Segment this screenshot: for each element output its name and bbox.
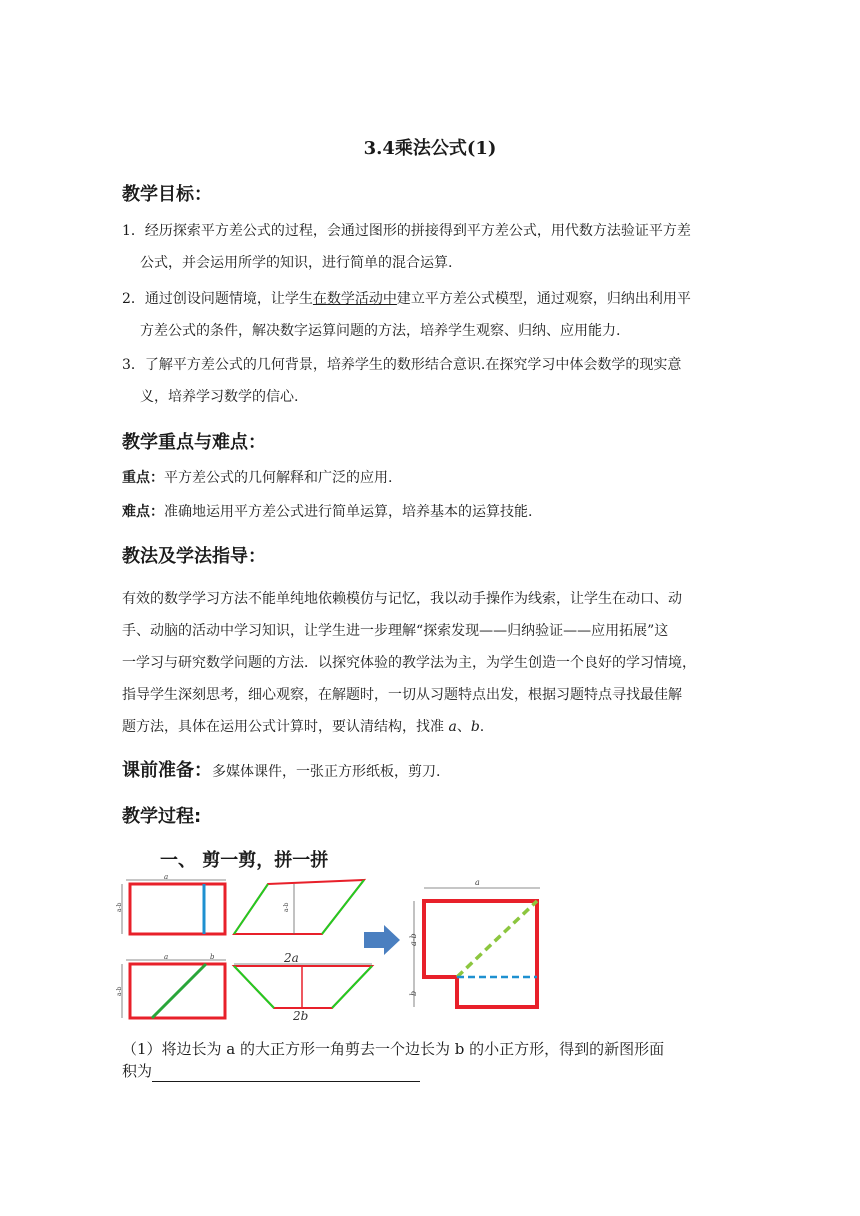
- difficulty-text: 准确地运用平方差公式进行简单运算，培养基本的运算技能.: [164, 504, 533, 520]
- prep-text: 多媒体课件，一张正方形纸板，剪刀.: [212, 764, 441, 780]
- difficulty-label: 难点：: [122, 504, 164, 520]
- keypoints-heading: 教学重点与难点：: [122, 432, 266, 453]
- cut-and-paste-figure: [118, 870, 558, 1030]
- objective-3-line2: 义，培养学习数学的信心.: [140, 389, 299, 405]
- method-line-3: 一学习与研究数学问题的方法．以探究体验的教学法为主，为学生创造一个良好的学习情境，: [122, 655, 696, 671]
- objective-1: [122, 221, 742, 273]
- objective-1-line2: 公式，并会运用所学的知识，进行简单的混合运算.: [140, 255, 453, 271]
- objectives-heading: 教学目标：: [122, 184, 212, 205]
- label-a-top: a: [164, 873, 169, 881]
- question-1-line2: 积为: [122, 1062, 153, 1080]
- prep-heading: 课前准备：: [122, 760, 212, 781]
- process-heading: 教学过程:: [122, 806, 202, 827]
- process-subheading: 一、 剪一剪，拼一拼: [160, 850, 329, 871]
- arrow-icon: [364, 925, 400, 955]
- method-paragraph: [122, 583, 742, 743]
- focus-line: [122, 468, 742, 488]
- method-end: .: [479, 719, 485, 735]
- objective-2-post: 建立平方差公式模型，通过观察，归纳出利用平: [396, 291, 691, 307]
- objective-2-underlined: 在数学活动中: [312, 291, 397, 307]
- var-b: b: [470, 719, 480, 735]
- question-1: [122, 1038, 752, 1082]
- objective-3-num: 3．: [122, 357, 145, 373]
- figure-rect-top-left: [116, 873, 226, 934]
- figure-trapezoid: [234, 951, 372, 1023]
- objective-3-line1: 了解平方差公式的几何背景，培养学生的数形结合意识.在探究学习中体会数学的现实意: [144, 357, 682, 373]
- method-line-1: 有效的数学学习方法不能单纯地依赖模仿与记忆，我以动手操作为线索，让学生在动口、动: [122, 591, 682, 607]
- label-2b: 2b: [293, 1009, 309, 1023]
- label-amb-right: a-b: [409, 933, 418, 946]
- method-line-5: [122, 711, 742, 743]
- figure-rect-bottom-left: [116, 953, 226, 1018]
- label-2a: 2a: [284, 951, 299, 965]
- page-title: 3.4乘法公式(1): [363, 138, 497, 159]
- objective-2-line2: 方差公式的条件，解决数字运算问题的方法，培养学生观察、归纳、应用能力.: [140, 323, 621, 339]
- focus-label: 重点：: [122, 470, 164, 486]
- question-1-line1: （1）将边长为 a 的大正方形一角剪去一个边长为 b 的小正方形，得到的新图形面: [122, 1040, 665, 1058]
- objective-1-num: 1．: [122, 223, 145, 239]
- difficulty-line: [122, 502, 742, 522]
- focus-text: 平方差公式的几何解释和广泛的应用.: [164, 470, 393, 486]
- method-line-4: 指导学生深刻思考，细心观察，在解题时，一切从习题特点出发，根据习题特点寻找最佳解: [122, 687, 682, 703]
- answer-blank[interactable]: [152, 1067, 420, 1082]
- objective-1-line1: 经历探索平方差公式的过程，会通过图形的拼接得到平方差公式，用代数方法验证平方差: [144, 223, 691, 239]
- method-line-5-text: 题方法，具体在运用公式计算时，要认清结构，找准: [122, 719, 449, 735]
- method-heading: 教法及学法指导：: [122, 546, 266, 567]
- var-sep: 、: [456, 719, 471, 735]
- figure-parallelogram: [234, 880, 364, 934]
- label-a-right: a: [475, 878, 480, 887]
- objective-3: [122, 355, 742, 407]
- method-line-2: 手、动脑的活动中学习知识，让学生进一步理解“探索发现——归纳验证——应用拓展”这: [122, 623, 669, 639]
- label-amb-bl: a-b: [116, 986, 123, 996]
- label-amb-para: a-b: [283, 902, 290, 912]
- prep-line: [122, 756, 440, 782]
- var-a: a: [448, 719, 457, 735]
- objective-2: [122, 289, 742, 341]
- label-amb-tl: a-b: [116, 902, 123, 912]
- figure-l-shape: [409, 878, 540, 1007]
- label-b-right: b: [409, 990, 418, 996]
- label-b-bottom: b: [210, 953, 215, 961]
- objective-2-pre: 通过创设问题情境，让学生: [144, 291, 313, 307]
- label-a-bottom: a: [164, 953, 169, 961]
- objective-2-num: 2．: [122, 291, 145, 307]
